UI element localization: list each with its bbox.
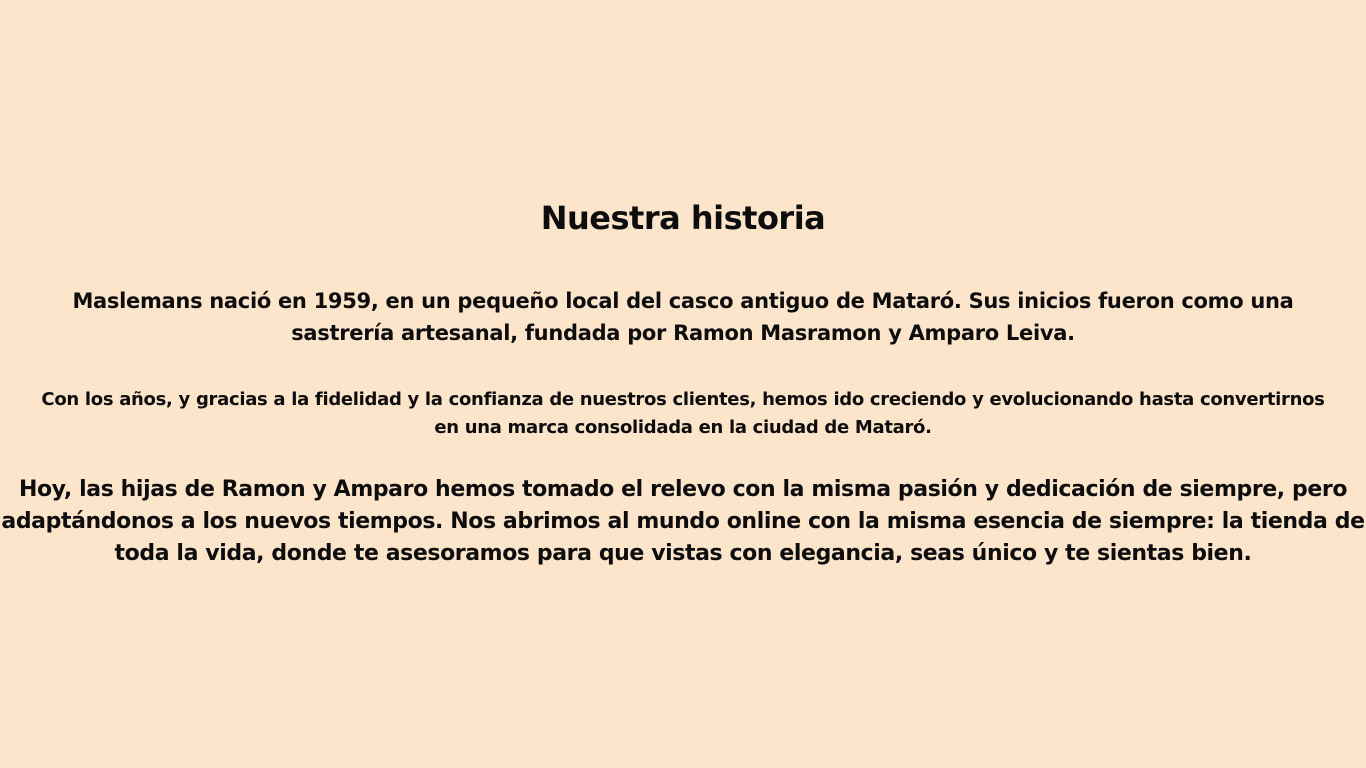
history-paragraph-growth: Con los años, y gracias a la fidelidad y la confianza de nuestros clientes, hemos ido creciendo y evolucionando hasta convertirnos en una marca consolidada en la ciudad de Mataró. bbox=[41, 389, 1325, 438]
history-paragraph-origins: Maslemans nació en 1959, en un pequeño local del casco antiguo de Mataró. Sus inicios fueron como una sastrería artesanal, fundada por Ramon Masramon y Amparo Leiva. bbox=[72, 289, 1294, 345]
history-paragraph-today: Hoy, las hijas de Ramon y Amparo hemos tomado el relevo con la misma pasión y dedicación de siempre, pero adaptándonos a los nuevos tiempos. Nos abrimos al mundo online con la misma esencia de siempre: la tienda de toda la vida, donde te asesoramos para que vistas con elegancia, seas único y te sientas bien. bbox=[1, 477, 1365, 566]
page-title: Nuestra historia bbox=[540, 199, 826, 237]
